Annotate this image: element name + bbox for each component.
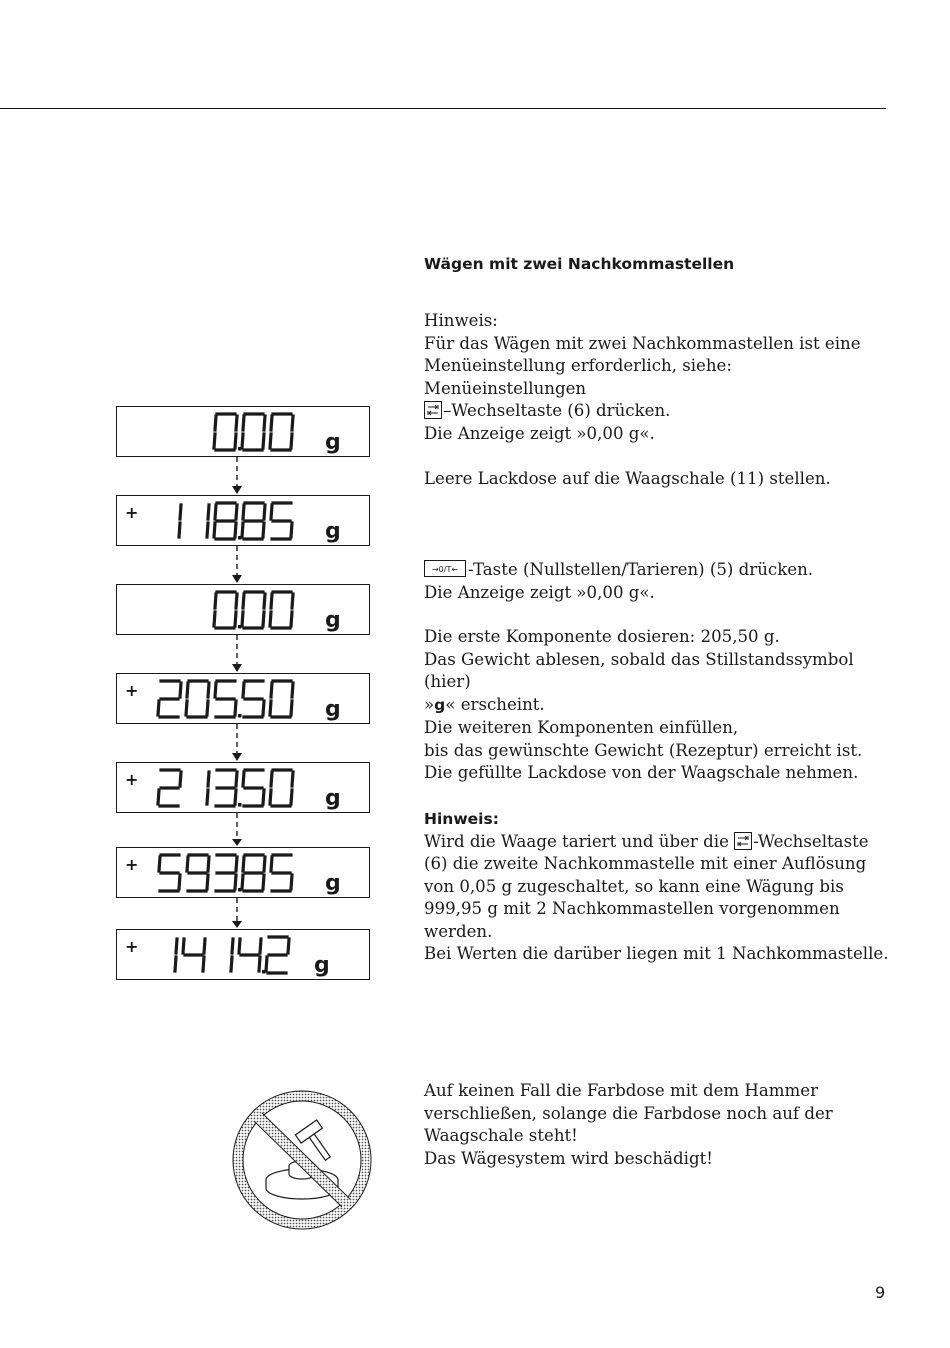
lcd-digit [271,855,292,891]
lcd-digit [214,414,237,450]
step-dose-line: Das Gewicht ablesen, sobald das Stillstandssymbol (hier) [424,649,854,691]
lcd-digit [270,414,293,450]
note-resolution-title: Hinweis: [424,810,499,828]
warning-line: Waagschale steht! [424,1126,578,1145]
scale-display [116,847,370,898]
lcd-digit [266,937,289,973]
lcd-digit [187,855,209,891]
step-switch [424,400,894,445]
note-resolution-line: Bei Werten die darüber liegen mit 1 Nachkommastelle. [424,944,889,963]
step-dose-line: Die erste Komponente dosieren: 205,50 g. [424,627,780,646]
lcd-sign: + [125,681,139,700]
step-fill-line: Die gefüllte Lackdose von der Waagschale nehmen. [424,763,859,782]
switch-key-icon [424,401,442,419]
step-tare-line: -Taste (Nullstellen/Tarieren) (5) drücken. [468,560,814,579]
warning-line: verschließen, solange die Farbdose noch auf der [424,1103,833,1123]
lcd-digit [214,592,237,628]
lcd-digit [158,681,181,717]
lcd-digit [243,681,264,717]
lcd-unit: g [325,697,341,722]
warning-line: Das Wägesystem wird beschädigt! [424,1148,713,1168]
lcd-digit [271,503,292,539]
lcd-digit [270,770,293,806]
step-fill-line: bis das gewünschte Gewicht (Rezeptur) erreicht ist. [424,740,863,760]
lcd-digit [231,939,233,971]
switch-key-icon [734,832,752,850]
lcd-unit: g [325,786,341,811]
lcd-unit: g [325,430,341,455]
scale-display [116,406,370,457]
scale-display [116,584,370,635]
lcd-digit [158,770,181,806]
lcd-decimal-point [238,714,242,718]
lcd-digit [159,855,180,891]
lcd-digit [175,939,177,971]
note-resolution-line: werden. [424,921,493,941]
tare-key-label: →0/T← [431,565,459,574]
step-fill [424,717,894,785]
lcd-unit: g [314,953,330,978]
lcd-sign: + [125,503,139,522]
lcd-digit [216,855,237,891]
scale-display [116,495,370,546]
page-number: 9 [875,1283,886,1302]
note-intro-line: Menüeinstellung erforderlich, siehe: Menüeinstellungen [424,356,732,398]
lcd-sign: + [125,855,139,874]
lcd-unit: g [325,608,341,633]
step-tare [424,559,894,604]
note-resolution-line: von 0,05 g zugeschaltet, so kann eine Wägung bis [424,876,844,896]
lcd-unit: g [325,871,341,896]
lcd-sign: + [125,937,139,956]
lcd-decimal-point [238,803,242,807]
note-resolution-line: (6) die zweite Nachkommastelle mit einer Auflösung [424,854,867,873]
lcd-digit [216,770,237,806]
tare-key-icon [424,560,466,577]
lcd-digit [242,592,265,628]
note-resolution-line: 999,95 g mit 2 Nachkommastellen vorgenommen [424,899,840,918]
header-rule [0,108,886,109]
stability-symbol: g [434,695,446,714]
lcd-digit [215,681,236,717]
step-tare-line: Die Anzeige zeigt »0,00 g«. [424,582,655,602]
lcd-digit [242,414,265,450]
lcd-digit [207,772,209,804]
lcd-digit [207,505,209,537]
lcd-digit [270,592,293,628]
lcd-digit [242,503,265,539]
lcd-digit [270,681,293,717]
note-intro-line: Für das Wägen mit zwei Nachkommastellen ist eine [424,333,861,353]
warning-line: Auf keinen Fall die Farbdose mit dem Hammer [424,1081,819,1100]
note-intro-title: Hinweis: [424,311,498,330]
lcd-digit [186,681,209,717]
scale-display [116,929,370,980]
lcd-digit [214,503,237,539]
step-container [424,468,894,491]
step-switch-line: –Wechseltaste (6) drücken. [443,401,671,420]
warning-text [424,1080,894,1170]
step-container-line: Leere Lackdose auf die Waagschale (11) stellen. [424,469,831,488]
lcd-digit [239,939,261,971]
lcd-digit [183,939,205,971]
no-hammer-icon [232,1090,372,1230]
lcd-sign: + [125,770,139,789]
lcd-digit [243,770,264,806]
scale-display [116,762,370,813]
step-fill-line: Die weiteren Komponenten einfüllen, [424,718,739,737]
step-switch-line: Die Anzeige zeigt »0,00 g«. [424,423,655,443]
note-resolution: Hinweis: Wird die Waage tariert und über die -Wechseltaste (6) die zweite Nachkommastelle mit einer Auflösung von 0,05 g zugeschaltet, so kann eine Wägung bis 999,95 g mit 2 Nachkommastellen vorgenommen werden. Bei Werten die darüber liegen mit 1 Nachkommastelle. [424,808,894,966]
lcd-digit [242,855,265,891]
scale-display [116,673,370,724]
note-intro [424,310,894,400]
section-heading: Wägen mit zwei Nachkommastellen [424,255,735,273]
lcd-digit [179,505,181,537]
step-dose: Die erste Komponente dosieren: 205,50 g. Das Gewicht ablesen, sobald das Stillstandssymbol (hier) »g« erscheint. [424,626,894,716]
lcd-unit: g [325,519,341,544]
